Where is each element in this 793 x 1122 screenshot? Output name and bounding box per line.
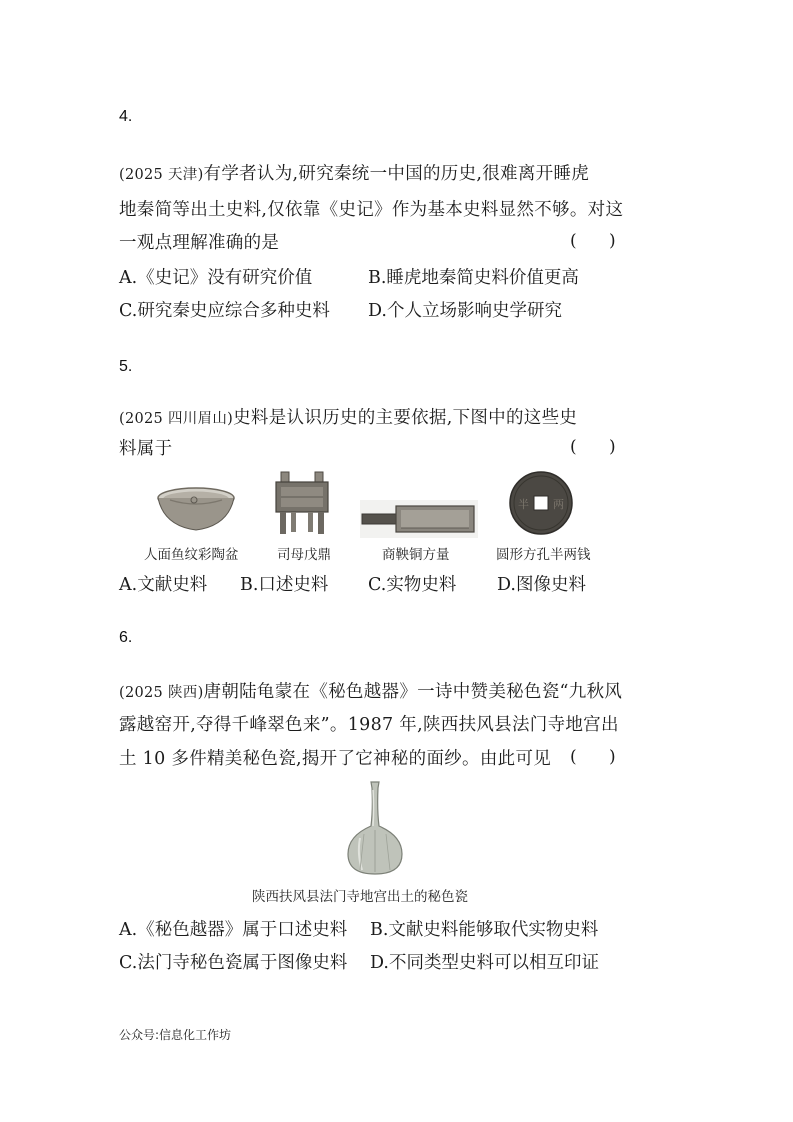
question-4-line-2: 地秦简等出土史料,仅依靠《史记》作为基本史料显然不够。对这 — [119, 200, 624, 220]
question-5-option-a: A.文献史料 — [119, 575, 208, 595]
question-4-line-1 — [119, 162, 589, 187]
question-5-option-c: C.实物史料 — [368, 575, 457, 595]
question-4-option-c: C.研究秦史应综合多种史料 — [119, 301, 330, 321]
celadon-vase-image — [340, 780, 410, 876]
question-6-option-a: A.《秘色越器》属于口述史料 — [119, 920, 348, 940]
question-4-text-1: 有学者认为,研究秦统一中国的历史,很难离开睡虎 — [203, 164, 590, 184]
question-6-text-1: 唐朝陆龟蒙在《秘色越器》一诗中赞美秘色瓷“九秋风 — [203, 682, 623, 702]
painted-pottery-basin-image — [156, 486, 236, 534]
bronze-ding-image — [273, 470, 331, 536]
question-6-line-3: 土 10 多件精美秘色瓷,揭开了它神秘的面纱。由此可见 — [119, 749, 552, 769]
question-6-option-c: C.法门寺秘色瓷属于图像史料 — [119, 953, 348, 973]
question-4-option-a: A.《史记》没有研究价值 — [119, 268, 313, 288]
question-5-line-1 — [119, 406, 577, 431]
question-4-option-b: B.睡虎地秦简史料价值更高 — [368, 268, 579, 288]
question-6-option-b: B.文献史料能够取代实物史料 — [370, 920, 599, 940]
bronze-measure-image — [360, 500, 478, 538]
question-5-text-1: 史料是认识历史的主要依据,下图中的这些史 — [233, 408, 578, 428]
question-5-number: 5. — [119, 358, 133, 375]
question-6-line-1 — [119, 680, 622, 705]
question-4-line-3: 一观点理解准确的是 — [119, 233, 280, 253]
figure-caption-pottery: 人面鱼纹彩陶盆 — [144, 547, 239, 563]
figure-caption-coin: 圆形方孔半两钱 — [496, 547, 591, 563]
question-4-option-d: D.个人立场影响史学研究 — [368, 301, 562, 321]
question-6-line-2: 露越窑开,夺得千峰翠色来”。1987 年,陕西扶风县法门寺地宫出 — [119, 715, 619, 735]
question-4-source: (2025 天津) — [119, 167, 204, 183]
svg-text:两: 两 — [553, 498, 564, 511]
square-hole-coin-image — [508, 470, 574, 536]
question-6-number: 6. — [119, 629, 133, 646]
figure-caption-vase: 陕西扶风县法门寺地宫出土的秘色瓷 — [252, 889, 468, 905]
question-4-answer-bracket: ( ) — [570, 231, 616, 251]
question-6-answer-bracket: ( ) — [570, 747, 616, 767]
question-6-option-d: D.不同类型史料可以相互印证 — [370, 953, 599, 973]
footer-note: 公众号:信息化工作坊 — [119, 1028, 232, 1042]
svg-text:半: 半 — [518, 498, 529, 511]
question-5-line-2: 料属于 — [119, 439, 173, 459]
question-4-number: 4. — [119, 108, 133, 125]
question-5-answer-bracket: ( ) — [570, 437, 616, 457]
question-5-source: (2025 四川眉山) — [119, 411, 234, 427]
question-6-source: (2025 陕西) — [119, 685, 204, 701]
question-5-option-b: B.口述史料 — [240, 575, 329, 595]
question-5-option-d: D.图像史料 — [497, 575, 586, 595]
figure-caption-measure: 商鞅铜方量 — [382, 547, 450, 563]
figure-caption-ding: 司母戊鼎 — [277, 547, 331, 563]
